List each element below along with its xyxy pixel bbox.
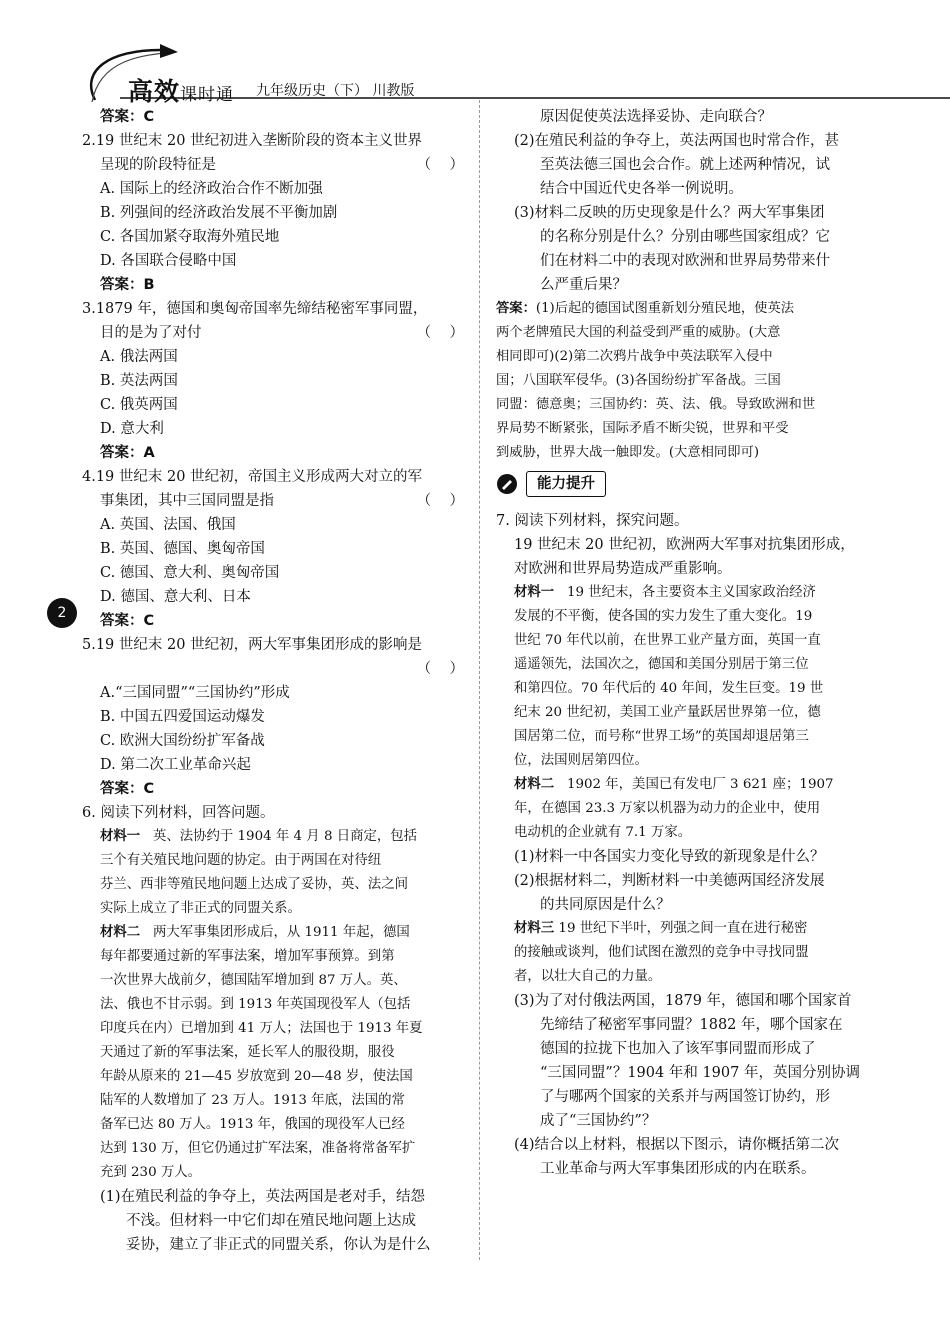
line-text: 们在材料二中的表现对欧洲和世界局势带来什 <box>540 253 830 269</box>
line-text: 答案：B <box>100 277 155 293</box>
text-line <box>82 753 464 777</box>
text-line <box>496 153 856 177</box>
text-line <box>496 345 856 369</box>
text-line <box>82 681 464 705</box>
text-line <box>496 941 856 965</box>
line-text-continued: 19 世纪末，各主要资本主义国家政治经济 <box>554 585 816 600</box>
line-text: 法、俄也不甘示弱。到 1913 年英国现役军人（包括 <box>100 997 411 1012</box>
text-line <box>82 849 464 873</box>
line-text: B. 列强间的经济政治发展不平衡加剧 <box>100 205 338 221</box>
line-text: B. 英法两国 <box>100 373 178 389</box>
line-text: 年，在德国 23.3 万家以机器为动力的企业中，使用 <box>514 801 821 816</box>
text-line <box>496 249 856 273</box>
text-line <box>82 1209 464 1233</box>
text-line <box>82 201 464 225</box>
text-line <box>496 1013 856 1037</box>
line-text: B. 英国、德国、奥匈帝国 <box>100 541 265 557</box>
text-line <box>82 1089 464 1113</box>
line-text: 电动机的企业就有 7.1 万家。 <box>514 825 692 840</box>
line-text: (2)在殖民利益的争夺上，英法两国也时常合作，甚 <box>514 133 840 149</box>
line-text: D. 德国、意大利、日本 <box>100 589 251 605</box>
pencil-icon <box>496 473 518 495</box>
text-line <box>82 273 464 297</box>
text-line <box>496 749 856 773</box>
text-line <box>496 441 856 465</box>
text-line <box>82 729 464 753</box>
text-line <box>82 897 464 921</box>
text-line <box>82 249 464 273</box>
text-line <box>496 725 856 749</box>
left-column <box>82 105 464 1257</box>
column-divider <box>479 100 480 1260</box>
line-text: 界局势不断紧张，国际矛盾不断尖锐，世界和平受 <box>496 421 789 436</box>
line-text: 先缔结了秘密军事同盟？1882 年，哪个国家在 <box>540 1017 843 1033</box>
text-line <box>82 825 464 849</box>
line-text: 发展的不平衡，使各国的实力发生了重大变化。19 <box>514 609 813 624</box>
line-text: 目的是为了对付 <box>100 325 202 341</box>
line-text: A.“三国同盟”“三国协约”形成 <box>100 685 290 701</box>
line-text-continued: 19 世纪下半叶，列强之间一直在进行秘密 <box>554 921 808 936</box>
text-line <box>496 273 856 297</box>
line-text: 2.19 世纪末 20 世纪初进入垄断阶段的资本主义世界 <box>82 133 423 149</box>
line-text: C. 德国、意大利、奥匈帝国 <box>100 565 280 581</box>
line-text: 么严重后果？ <box>540 277 627 293</box>
brand-title: 高效课时通 <box>128 77 235 106</box>
text-line <box>82 441 464 465</box>
text-line <box>82 561 464 585</box>
text-line <box>82 129 464 153</box>
line-text: 印度兵在内）已增加到 41 万人；法国也于 1913 年夏 <box>100 1021 423 1036</box>
text-line <box>496 581 856 605</box>
line-text: 成了“三国协约”？ <box>540 1113 657 1129</box>
line-text: 实际上成立了非正式的同盟关系。 <box>100 901 301 916</box>
answer-blank: （ ） <box>416 661 464 677</box>
text-line <box>496 225 856 249</box>
line-text: 呈现的阶段特征是 <box>100 157 216 173</box>
text-line <box>496 653 856 677</box>
text-line <box>82 1113 464 1137</box>
line-text: A. 俄法两国 <box>100 349 178 365</box>
text-line <box>496 893 856 917</box>
line-text: 至英法德三国也会合作。就上述两种情况，试 <box>540 157 830 173</box>
line-text: 材料二 <box>514 777 555 792</box>
text-line <box>82 777 464 801</box>
text-line <box>496 509 856 533</box>
line-text: 芬兰、西非等殖民地问题上达成了妥协，英、法之间 <box>100 877 408 892</box>
text-line <box>82 657 464 681</box>
text-line <box>82 513 464 537</box>
line-text: 的接触或谈判，他们试图在激烈的竞争中寻找同盟 <box>514 945 809 960</box>
line-text: D. 意大利 <box>100 421 164 437</box>
line-text: 相同即可)(2)第二次鸦片战争中英法联军入侵中 <box>496 349 773 364</box>
line-text: 国居第二位，而号称“世界工场”的英国却退居第三 <box>514 729 809 744</box>
section-label: 能力提升 <box>526 471 606 497</box>
line-text: 位，法国则居第四位。 <box>514 753 648 768</box>
line-text: 4.19 世纪末 20 世纪初，帝国主义形成两大对立的军 <box>82 469 423 485</box>
text-line <box>82 1185 464 1209</box>
text-line <box>82 105 464 129</box>
line-text: 答案：A <box>100 445 155 461</box>
text-line <box>496 1157 856 1181</box>
section-banner <box>496 469 856 503</box>
line-text: 原因促使英法选择妥协、走向联合？ <box>540 109 772 125</box>
line-text: (3)为了对付俄法两国，1879 年，德国和哪个国家首 <box>514 993 852 1009</box>
line-text: 答案：C <box>100 613 155 629</box>
line-text: 和第四位。70 年代后的 40 年间，发生巨变。19 世 <box>514 681 824 696</box>
text-line <box>496 201 856 225</box>
text-line <box>496 917 856 941</box>
line-text: C. 俄英两国 <box>100 397 178 413</box>
text-line <box>82 321 464 345</box>
answer-blank: （ ） <box>416 157 464 173</box>
text-line <box>496 773 856 797</box>
text-line <box>82 921 464 945</box>
line-text: 充到 230 万人。 <box>100 1165 202 1180</box>
text-line <box>496 1061 860 1085</box>
text-line <box>496 1085 856 1109</box>
text-line <box>82 945 464 969</box>
line-text-continued: 英、法协约于 1904 年 4 月 8 日商定，包括 <box>140 829 418 844</box>
text-line <box>496 1109 856 1133</box>
text-line <box>82 1137 464 1161</box>
line-text: (2)根据材料二，判断材料一中美德两国经济发展 <box>514 873 825 889</box>
text-line <box>82 393 464 417</box>
text-line <box>496 629 856 653</box>
text-line <box>496 1133 856 1157</box>
line-text: 了与哪两个国家的关系并与两国签订协约，形 <box>540 1089 830 1105</box>
line-text: 达到 130 万，但它仍通过扩军法案，准备将常备军扩 <box>100 1141 416 1156</box>
line-text: 每年都要通过新的军事法案，增加军事预算。到第 <box>100 949 395 964</box>
text-line <box>496 557 856 581</box>
text-line <box>82 1233 464 1257</box>
line-text: 的共同原因是什么？ <box>540 897 671 913</box>
right-column-bottom <box>496 509 860 1181</box>
line-text-continued: (1)后起的德国试图重新划分殖民地，使英法 <box>535 301 795 316</box>
line-text: 工业革命与两大军事集团形成的内在联系。 <box>540 1161 816 1177</box>
line-text-continued: 1902 年，美国已有发电厂 3 621 座；1907 <box>554 777 834 792</box>
line-text: 世纪 70 年代以前，在世界工业产量方面，英国一直 <box>514 633 821 648</box>
line-text: 材料三 <box>514 921 555 936</box>
text-line <box>82 1065 464 1089</box>
text-line <box>82 1017 464 1041</box>
line-text: 材料二 <box>100 925 141 940</box>
line-text: (4)结合以上材料，根据以下图示，请你概括第二次 <box>514 1137 840 1153</box>
line-text: 备军已达 80 万人。1913 年，俄国的现役军人已经 <box>100 1117 405 1132</box>
text-line <box>496 129 856 153</box>
line-text-continued: 两大军事集团形成后，从 1911 年起，德国 <box>140 925 410 940</box>
text-line <box>496 321 856 345</box>
line-text: 年龄从原来的 21—45 岁放宽到 20—48 岁，使法国 <box>100 1069 413 1084</box>
line-text: 6. 阅读下列材料，回答问题。 <box>82 805 275 821</box>
line-text: 纪末 20 世纪初，美国工业产量跃居世界第一位，德 <box>514 705 821 720</box>
book-subtitle: 九年级历史（下） 川教版 <box>256 83 415 99</box>
line-text: 19 世纪末 20 世纪初，欧洲两大军事对抗集团形成， <box>514 537 855 553</box>
text-line <box>496 297 856 321</box>
text-line <box>82 177 464 201</box>
text-line <box>496 393 856 417</box>
line-text: 结合中国近代史各举一例说明。 <box>540 181 743 197</box>
text-line <box>82 465 464 489</box>
text-line <box>82 369 464 393</box>
text-line <box>82 297 464 321</box>
line-text: 德国的拉拢下也加入了该军事同盟而形成了 <box>540 1041 816 1057</box>
text-line <box>82 1041 464 1065</box>
line-text: 事集团，其中三国同盟是指 <box>100 493 274 509</box>
page-header <box>0 0 950 108</box>
line-text: 材料一 <box>100 829 141 844</box>
text-line <box>496 605 856 629</box>
line-text: 7. 阅读下列材料，探究问题。 <box>496 513 689 529</box>
line-text: 天通过了新的军事法案，延长军人的服役期，服役 <box>100 1045 395 1060</box>
text-line <box>82 417 464 441</box>
line-text: 遥遥领先，法国次之，德国和美国分别居于第三位 <box>514 657 809 672</box>
line-text: A. 英国、法国、俄国 <box>100 517 236 533</box>
answer-blank: （ ） <box>416 325 464 341</box>
text-line <box>82 873 464 897</box>
text-line <box>82 489 464 513</box>
line-text: 答案：C <box>100 781 155 797</box>
line-text: C. 欧洲大国纷纷扩军备战 <box>100 733 265 749</box>
line-text: 5.19 世纪末 20 世纪初，两大军事集团形成的影响是 <box>82 637 423 653</box>
text-line <box>496 677 856 701</box>
text-line <box>496 701 856 725</box>
line-text: “三国同盟”？1904 年和 1907 年，英国分别协调 <box>540 1065 860 1081</box>
line-text: 的名称分别是什么？分别由哪些国家组成？它 <box>540 229 830 245</box>
line-text: 同盟：德意奥；三国协约：英、法、俄。导致欧洲和世 <box>496 397 816 412</box>
line-text: 国；八国联军侵华。(3)各国纷纷扩军备战。三国 <box>496 373 781 388</box>
text-line <box>496 821 856 845</box>
line-text: 一次世界大战前夕，德国陆军增加到 87 万人。英、 <box>100 973 407 988</box>
line-text: 两个老牌殖民大国的利益受到严重的威胁。(大意 <box>496 325 781 340</box>
text-line <box>496 797 856 821</box>
line-text: D. 第二次工业革命兴起 <box>100 757 251 773</box>
line-text: 3.1879 年，德国和奥匈帝国率先缔结秘密军事同盟， <box>82 301 428 317</box>
text-line <box>82 969 464 993</box>
line-text: 答案：C <box>100 109 155 125</box>
right-column-top <box>496 105 856 465</box>
line-text: A. 国际上的经济政治合作不断加强 <box>100 181 323 197</box>
line-text: (3)材料二反映的历史现象是什么？两大军事集团 <box>514 205 825 221</box>
line-text: (1)在殖民利益的争夺上，英法两国是老对手，结怨 <box>100 1189 426 1205</box>
line-text: 材料一 <box>514 585 555 600</box>
line-text: C. 各国加紧夺取海外殖民地 <box>100 229 280 245</box>
line-text: 不浅。但材料一中它们却在殖民地问题上达成 <box>126 1213 416 1229</box>
text-line <box>82 705 464 729</box>
text-line <box>496 1037 856 1061</box>
line-text: D. 各国联合侵略中国 <box>100 253 237 269</box>
text-line <box>496 845 856 869</box>
line-text: 者，以壮大自己的力量。 <box>514 969 662 984</box>
text-line <box>82 633 464 657</box>
answer-blank: （ ） <box>416 493 464 509</box>
text-line <box>82 609 464 633</box>
line-text: (1)材料一中各国实力变化导致的新现象是什么？ <box>514 849 825 865</box>
text-line <box>496 533 856 557</box>
text-line <box>82 1161 464 1185</box>
text-line <box>496 369 856 393</box>
text-line <box>496 105 856 129</box>
line-text: 到威胁，世界大战一触即发。(大意相同即可) <box>496 445 760 460</box>
text-line <box>82 153 464 177</box>
text-line <box>82 993 464 1017</box>
line-text: 答案： <box>496 301 536 316</box>
line-text: 三个有关殖民地问题的协定。由于两国在对待纽 <box>100 853 382 868</box>
text-line <box>82 345 464 369</box>
text-line <box>82 225 464 249</box>
right-column <box>496 105 860 1181</box>
page-number: 2 <box>47 598 77 628</box>
text-line <box>496 869 856 893</box>
line-text: B. 中国五四爱国运动爆发 <box>100 709 265 725</box>
text-line <box>496 989 856 1013</box>
text-line <box>496 177 856 201</box>
text-line <box>496 417 856 441</box>
line-text: 妥协，建立了非正式的同盟关系，你认为是什么 <box>126 1237 431 1253</box>
text-line <box>82 537 464 561</box>
text-line <box>82 801 464 825</box>
text-line <box>496 965 856 989</box>
line-text: 对欧洲和世界局势造成严重影响。 <box>514 561 732 577</box>
line-text: 陆军的人数增加了 23 万人。1913 年底，法国的常 <box>100 1093 405 1108</box>
text-line <box>82 585 464 609</box>
